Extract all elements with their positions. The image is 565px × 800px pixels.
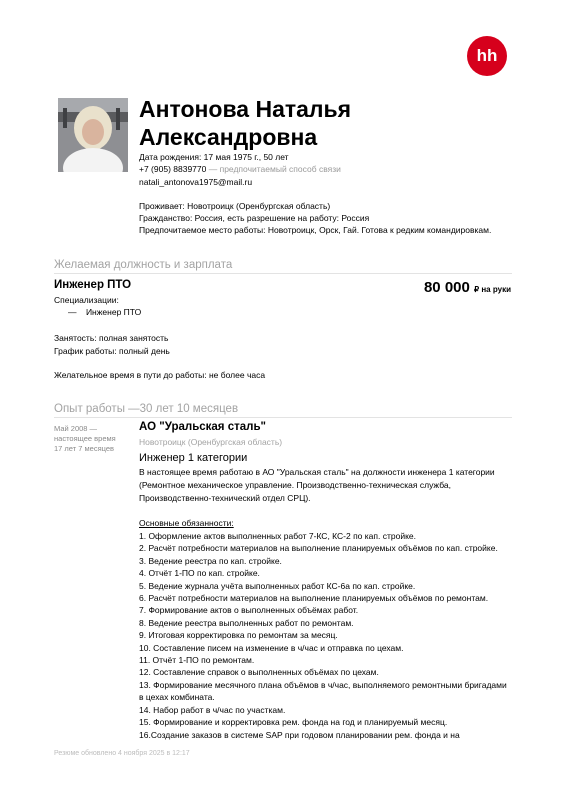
job-role: Инженер 1 категории (139, 452, 248, 464)
specialization-item: — Инженер ПТО (68, 307, 142, 317)
job-period-end: настоящее время (54, 434, 116, 443)
section-desired-position: Желаемая должность и зарплата (54, 259, 512, 274)
duty-item: 5. Ведение журнала учёта выполненных работ КС-6а по кап. стройке. (139, 580, 416, 591)
section-experience: Опыт работы —30 лет 10 месяцев (54, 403, 512, 418)
preferred-location: Предпочитаемое место работы: Новотроицк, Орск, Гай. Готова к редким командировкам. (139, 225, 492, 235)
company-name: АО "Уральская сталь" (139, 421, 266, 433)
commute: Желательное время в пути до работы: не более часа (54, 370, 266, 380)
specializations-label: Специализации: (54, 295, 119, 305)
job-duration: 17 лет 7 месяцев (54, 444, 115, 453)
duty-item: 11. Отчёт 1-ПО по ремонтам. (139, 655, 255, 666)
duty-item: в цехах комбината. (139, 692, 215, 703)
phone-note: — предпочитаемый способ связи (208, 164, 341, 174)
salary-suffix: ₽ на руки (474, 285, 511, 294)
job-description-line: (Ремонтное механическое управление. Производственно-техническая служба, (139, 480, 451, 490)
job-period (54, 424, 134, 454)
duty-item: 4. Отчёт 1-ПО по кап. стройке. (139, 568, 260, 579)
salary-amount: 80 000 (423, 279, 470, 296)
duty-item: 7. Формирование актов о выполненных объёмах работ. (139, 605, 359, 616)
email-link[interactable]: natali_antonova1975@mail.ru (139, 177, 253, 187)
duty-item: 8. Ведение реестра выполненных работ по ремонтам. (139, 617, 354, 628)
duty-item: 12. Составление справок о выполненных объёмах по цехам. (139, 667, 379, 678)
resume-updated-footer: Резюме обновлено 4 ноября 2025 в 12:17 (54, 750, 190, 757)
duty-item: 3. Ведение реестра по кап. стройке. (139, 555, 282, 566)
candidate-name (139, 95, 499, 151)
duty-item: 1. Оформление актов выполненных работ 7-КС, КС-2 по кап. стройке. (139, 531, 416, 541)
duties-list (139, 530, 519, 741)
duty-item: 2. Расчёт потребности материалов на выполнение планируемых объёмов по кап. стройке. (139, 543, 498, 554)
candidate-name-line1: Антонова Наталья (139, 96, 352, 122)
company-city: Новотроицк (Оренбургская область) (139, 437, 283, 447)
avatar (58, 98, 128, 172)
candidate-name-line2: Александровна (139, 124, 318, 150)
desired-position-title: Инженер ПТО (54, 279, 132, 291)
citizenship: Гражданство: Россия, есть разрешение на работу: Россия (139, 213, 370, 223)
duty-item: 16.Создание заказов в системе SAP при годовом планировании рем. фонда и на (139, 729, 460, 740)
salary (424, 279, 511, 296)
duty-item: 13. Формирование месячного плана объёмов в ч/час, выполняемого ремонтными бригадами (139, 679, 507, 690)
residence: Проживает: Новотроицк (Оренбургская область) (139, 201, 331, 211)
duty-item: 15. Формирование и корректировка рем. фонда на год и планируемый месяц. (139, 717, 448, 728)
duty-item: 9. Итоговая корректировка по ремонтам за месяц. (139, 630, 338, 641)
employment: Занятость: полная занятость (54, 333, 169, 343)
phone-row (139, 163, 341, 176)
job-period-start: Май 2008 — (54, 424, 98, 433)
hh-logo: hh (467, 36, 507, 76)
phone-link[interactable]: +7 (905) 8839770 (139, 164, 207, 174)
schedule: График работы: полный день (54, 346, 170, 356)
job-description (139, 466, 519, 505)
duty-item: 14. Набор работ в ч/час по участкам. (139, 704, 286, 715)
duties-title: Основные обязанности: (139, 518, 234, 528)
job-description-line: В настоящее время работаю в АО "Уральская сталь" на должности инженера 1 категории (139, 467, 495, 477)
duty-item: 10. Составление писем на изменение в ч/час и отправка по цехам. (139, 642, 404, 653)
birth-date: Дата рождения: 17 мая 1975 г., 50 лет (139, 152, 289, 162)
job-description-line: Производственно-технический отдел СРЦ). (139, 493, 311, 503)
duty-item: 6. Расчёт потребности материалов на выполнение планируемых объёмов по ремонтам. (139, 593, 489, 604)
